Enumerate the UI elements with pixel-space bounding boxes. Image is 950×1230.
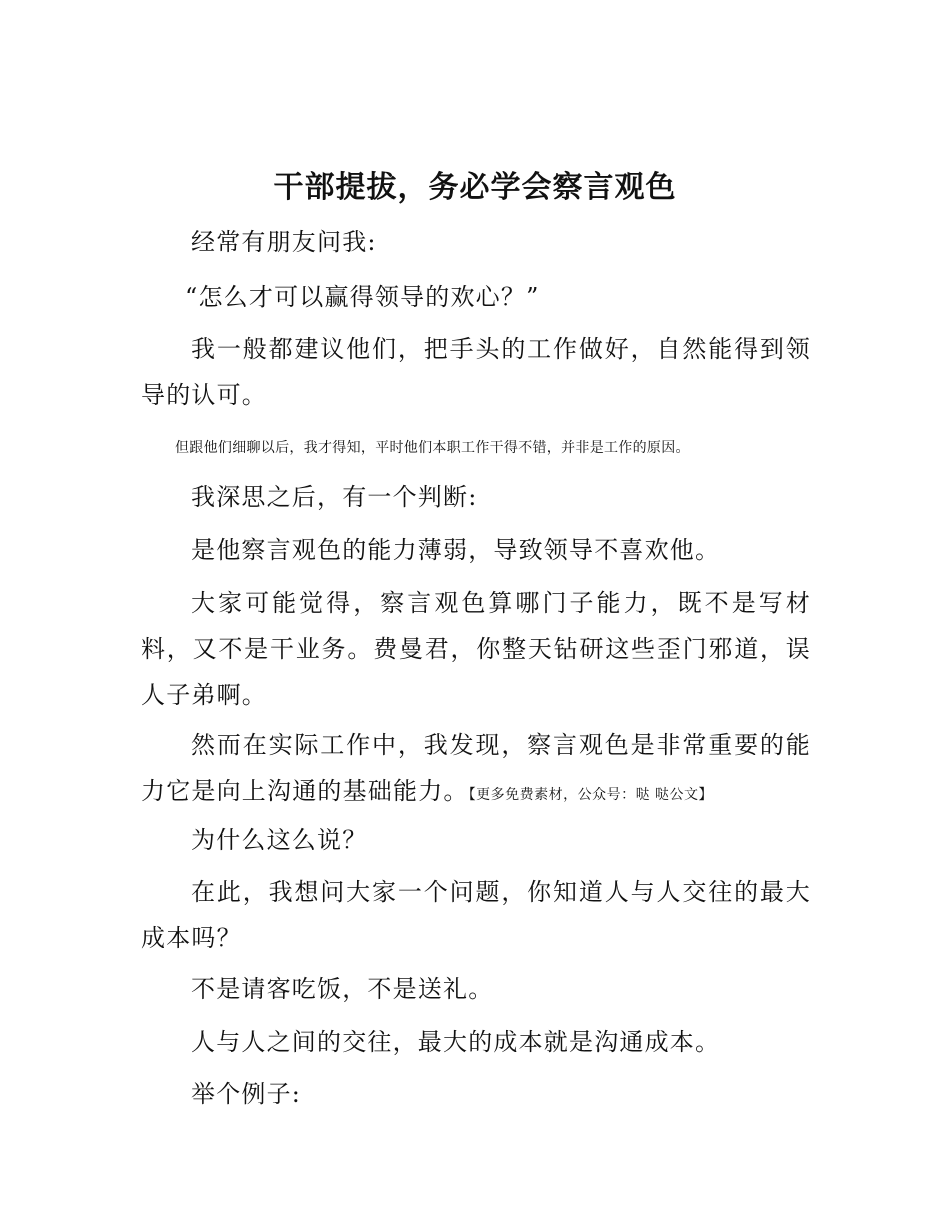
paragraph-3: 我一般都建议他们，把手头的工作做好，自然能得到领导的认可。	[141, 335, 811, 409]
paragraph-5: 我深思之后，有一个判断:	[191, 483, 478, 511]
paragraph-4-small: 但跟他们细聊以后，我才得知，平时他们本职工作干得不错，并非是工作的原因。	[175, 440, 690, 456]
paragraph-8	[141, 722, 811, 818]
paragraph-10: 在此，我想问大家一个问题，你知道人与人交往的最大成本吗？	[141, 878, 811, 952]
paragraph-11: 不是请客吃饭，不是送礼。	[191, 975, 494, 1003]
paragraph-8-text: 然而在实际工作中，我发现，察言观色是非常重要的能力它是向上沟通的基础能力。	[141, 731, 811, 805]
paragraph-6: 是他察言观色的能力薄弱，导致领导不喜欢他。	[191, 536, 721, 564]
paragraph-1: 经常有朋友问我:	[191, 228, 377, 256]
promo-note: 【更多免费素材，公众号：哒 哒公文】	[468, 787, 714, 803]
paragraph-2-quote: “怎么才可以赢得领导的欢心？”	[185, 283, 540, 311]
paragraph-9: 为什么这么说？	[191, 826, 368, 854]
paragraph-13: 举个例子:	[191, 1080, 302, 1108]
paragraph-7: 大家可能觉得，察言观色算哪门子能力，既不是写材料，又不是干业务。费曼君，你整天钻研这些歪门邪道，误人子弟啊。	[141, 589, 811, 709]
paragraph-12: 人与人之间的交往，最大的成本就是沟通成本。	[191, 1028, 721, 1056]
document-title: 干部提拔，务必学会察言观色	[273, 170, 677, 205]
